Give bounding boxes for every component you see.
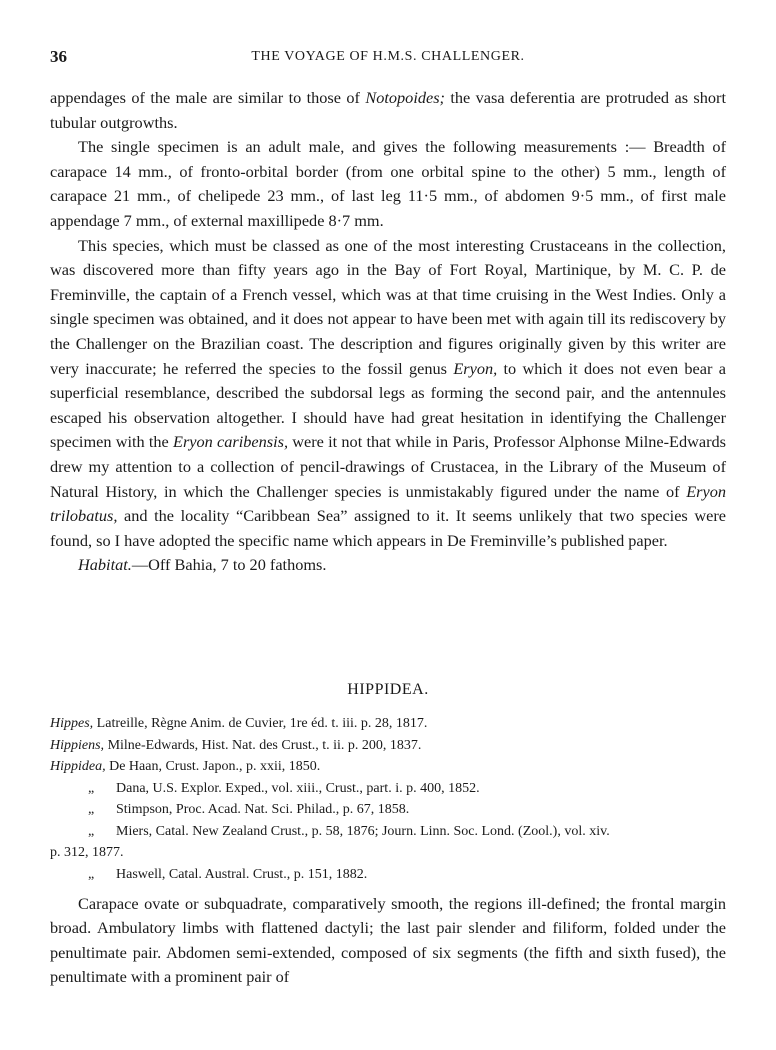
section-title: HIPPIDEA. — [347, 681, 429, 698]
running-title: THE VOYAGE OF H.M.S. CHALLENGER. — [251, 49, 525, 64]
paragraph-species-history — [50, 234, 726, 554]
reference-text: Haswell, Catal. Austral. Crust., p. 151, 1882. — [116, 866, 368, 882]
paragraph-habitat — [50, 553, 726, 578]
paragraph-text: to which it does not even bear a superficial resemblance, described the subdorsal legs as forming the second pair, and the antennules escaped his observation altogether. I should have had great hesitation in identifying the Challenger specimen with the — [50, 358, 726, 452]
paragraph-text: This species, which must be classed as one of the most interesting Crustaceans in the collection, was discovered more than fifty years ago in the Bay of Fort Royal, Martinique, by M. C. P. de Freminville, the captain of a French vessel, which was at that time cruising in the West Indies. Only a single specimen was obtained, and it does not appear to have been met with again till its rediscovery by the Challenger on the Brazilian coast. The description and figures originally given by this writer are very inaccurate; he referred the species to the fossil genus — [50, 235, 726, 378]
reference-text: Miers, Catal. New Zealand Crust., p. 58, 1876; Journ. Linn. Soc. Lond. (Zool.), vol. xiv. — [116, 823, 610, 839]
synonymy-continuation: p. 312, 1877. — [50, 845, 124, 860]
taxon-name: Hippiens, — [50, 737, 105, 753]
taxon-name: Hippidea, — [50, 759, 106, 774]
reference-text: Milne-Edwards, Hist. Nat. des Crust., t. ii. p. 200, 1837. — [104, 737, 422, 753]
synonymy-entry — [50, 735, 726, 757]
species-name: Eryon trilobatus, — [50, 481, 726, 526]
paragraph-appendages — [50, 86, 726, 135]
paragraph-measurements: The single specimen is an adult male, and gives the following measurements :— Breadth of carapace 14 mm., of fronto-orbital border (from one orbital spine to the other) 5 mm., length of carapace 21 mm., of chelipede 23 mm., of last leg 11·5 mm., of abdomen 9·5 mm., of first male appendage 7 mm., of external maxillipede 8·7 mm. — [50, 137, 726, 230]
ditto-mark: „ — [88, 866, 95, 882]
ditto-mark: „ — [88, 823, 95, 839]
description — [50, 892, 726, 990]
taxon-name: Hippes, — [50, 716, 94, 731]
synonymy-entry — [50, 713, 726, 735]
synonymy-entry — [50, 821, 726, 843]
page-number: 36 — [50, 47, 67, 66]
reference-text: Latreille, Règne Anim. de Cuvier, 1re éd. t. iii. p. 28, 1817. — [93, 716, 428, 731]
page-header — [0, 47, 776, 67]
genus-name: Notopoides; — [365, 88, 445, 107]
ditto-mark: „ — [88, 780, 95, 796]
synonymy-entry — [50, 778, 726, 800]
paragraph-text: were it not that while in Paris, Professor Alphonse Milne-Edwards drew my attention to a collection of pencil-drawings of Crustacea, in the Library of the Museum of Natural History, in which the Challenger species is unmistakably figured under the name of — [50, 432, 727, 501]
species-name: Eryon caribensis, — [173, 432, 289, 452]
habitat-label: Habitat. — [78, 555, 132, 575]
reference-text: De Haan, Crust. Japon., p. xxii, 1850. — [105, 759, 321, 774]
synonymy-entry — [50, 864, 726, 886]
paragraph-text: the vasa deferentia are protruded as short tubular outgrowths. — [50, 88, 726, 132]
paragraph-text: appendages of the male are similar to those of — [50, 88, 366, 107]
genus-name: Eryon, — [453, 358, 498, 378]
synonymy-entry — [50, 799, 726, 821]
paragraph-description: Carapace ovate or subquadrate, comparatively smooth, the regions ill-defined; the frontal margin broad. Ambulatory limbs with flattened dactyli; the last pair slender and filiform, folded under the penultimate pair. Abdomen semi-extended, composed of six segments (the fifth and sixth fused), the penultimate with a prominent pair of — [50, 894, 726, 987]
synonymy-entry — [50, 756, 726, 778]
reference-text: Dana, U.S. Explor. Exped., vol. xiii., Crust., part. i. p. 400, 1852. — [116, 780, 480, 796]
paragraph-text: and the locality “Caribbean Sea” assigned to it. It seems unlikely that two species were found, so I have adopted the specific name which appears in De Freminville’s published paper. — [50, 506, 726, 550]
body-text — [50, 86, 726, 578]
synonymy-list — [50, 713, 726, 885]
habitat-text: —Off Bahia, 7 to 20 fathoms. — [131, 555, 327, 575]
reference-text: Stimpson, Proc. Acad. Nat. Sci. Philad., p. 67, 1858. — [116, 802, 410, 817]
ditto-mark: „ — [88, 802, 95, 817]
